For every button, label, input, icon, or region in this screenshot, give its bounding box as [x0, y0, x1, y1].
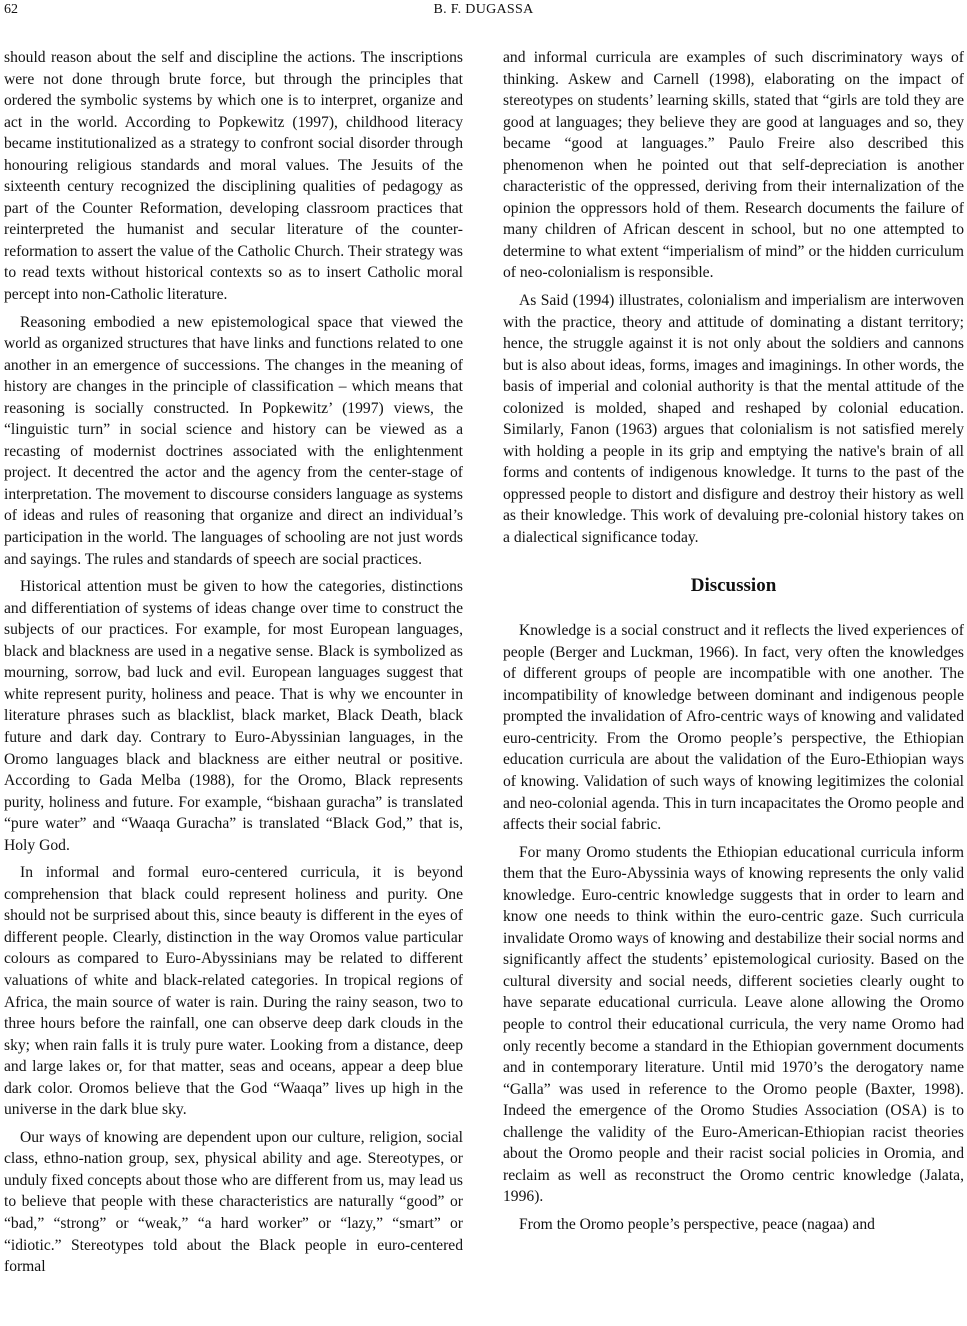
paragraph: Our ways of knowing are dependent upon our culture, religion, social class, ethno-nation group, sex, physical ability and age. Stereotypes, or unduly fixed concepts about those who are different from us, may lead us to believe that people with these characteristics are naturally “good” or “bad,” “strong” or “weak,” “a hard worker” or “lazy,” “smart” or “idiotic.” Stereotypes told about the Black people in euro-centered formal [4, 1128, 463, 1276]
paragraph: In informal and formal euro-centered curricula, it is beyond comprehension that black could represent holiness and purity. One should not be surprised about this, since beauty is different in the eyes of different people. Clearly, distinction in the way Oromos value particular colours as compared to Euro-Abyssinians may be related to different valuations of white and black-related categories. In tropical regions of Africa, the main source of water is rain. During the rainy season, two to three hours before the rainfall, one can observe deep dark clouds in the sky; when rain falls it is truly pure water. Looking from a distance, deep and large lakes or, for that matter, seas and oceans, appear a deep blue dark color. Oromos believe that the God “Waaqa” lives up high in the universe in the dark blue sky. [4, 864, 463, 1119]
page-number: 62 [4, 2, 18, 17]
running-title: B. F. DUGASSA [433, 2, 534, 17]
running-head [0, 0, 967, 30]
paragraph: Knowledge is a social construct and it reflects the lived experiences of people (Berger and Luckman, 1966). In fact, very often the knowledges of different groups of people are incompatible with one another. The incompatibility of knowledge between dominant and indigenous people prompted the invalidation of Afro-centric ways of knowing and validated euro-centricity. From the Oromo people’s perspective, the Ethiopian education curricula are about the validation of the Euro-Ethiopian ways of knowing. Validation of such ways of knowing legitimizes the colonial and neo-colonial agenda. This in turn incapacitates the Oromo people and affects their social fabric. [503, 622, 964, 834]
paragraph: should reason about the self and discipline the actions. The inscriptions were not done through brute force, but through the principles that ordered the symbolic systems by which one is to interpret, organize and act in the world. According to Popkewitz (1997), childhood literacy became institutionalized as a strategy to confront social disorder through honouring religious standards and moral values. The Jesuits of the sixteenth century recognized the disciplining qualities of pedagogy as part of the Counter Reformation, developing classroom practices that reinterpreted the humanist and secular literature of the counter-reformation to assert the value of the Catholic Church. Their strategy was to read texts without historical contexts so as to insert Catholic moral percept into non-Catholic literature. [4, 49, 463, 304]
paragraph: From the Oromo people’s perspective, peace (nagaa) and [519, 1215, 875, 1233]
paragraph: and informal curricula are examples of such discriminatory ways of thinking. Askew and Carnell (1998), elaborating on the impact of stereotypes on students’ learning skills, stated that “girls are told they are good at languages; they believe they are good at languages and so, they became “good at languages.” Paulo Freire also described this phenomenon when he pointed out that self-depreciation is another characteristic of the oppressed, deriving from their internalization of the opinion the oppressors hold of them. Research documents the failure of many children of African descent in school, but no one attempted to determine to what extent “imperialism of mind” or the hidden curriculum of neo-colonialism is responsible. [503, 49, 964, 282]
paragraph: Reasoning embodied a new epistemological space that viewed the world as organized structures that have links and functions related to one another in an emergence of successions. The changes in the meaning of history are changes in the principle of classification – which means that reasoning is socially constructed. In Popkewitz’ (1997) views, the “linguistic turn” in social science and history can be viewed as a recasting of modernist doctrines associated with the enlightenment project. It decentred the actor and the agency from the center-stage of interpretation. The movement to discourse considers language as systems of ideas and rules of reasoning that organize and direct an individual’s participation in the world. The languages of schooling are not just words and sayings. The rules and standards of speech are social practices. [4, 313, 463, 568]
paragraph: For many Oromo students the Ethiopian educational curricula inform them that the Euro-Abyssinia ways of knowing represents the only valid knowledge. Euro-centric knowledge suggests that in order to learn and know one needs to think within the euro-centric gaze. Such curricula invalidate Oromo ways of knowing and destabilize their social norms and significantly affect the students’ epistemological curiosity. Based on the cultural diversity and social needs, different societies clearly ought to have separate educational curricula. Leave alone allowing the Oromo people to control their educational curricula, the very name Oromo had only recently become a standard in the Ethiopian government documents and in contemporary literature. Until mid 1970’s the derogatory name “Galla” was used in reference to the Oromo people (Baxter, 1998). Indeed the emergence of the Oromo Studies Association (OSA) is to challenge the validity of the Euro-American-Ethiopian racist theories about the Oromo people and their racist social policies in Oromia, and reclaim as well as reconstruct the Oromo centric knowledge (Jalata, 1996). [503, 843, 964, 1206]
paragraph: As Said (1994) illustrates, colonialism and imperialism are interwoven with the practice, theory and attitude of dominating a distant territory; hence, the struggle against it is not only about the soldiers and cannons but is also about ideas, forms, images and imaginings. In other words, the basis of imperial and colonial authority is that the mental attitude of the colonized is molded, shaped and reshaped by colonial education. Similarly, Fanon (1963) argues that colonialism is not satisfied merely with holding a people in its grip and emptying the native's brain of all forms and contents of indigenous knowledge. It turns to the past of the oppressed people to distort and disfigure and destroy their history as well as their knowledge. This work of devaluing pre-colonial history takes on a dialectical significance today. [503, 292, 964, 547]
left-column [4, 47, 463, 1278]
right-column [503, 47, 964, 1235]
paragraph: Historical attention must be given to how the categories, distinctions and differentiation of systems of ideas change over time to construct the subjects of our practices. For example, for most European languages, black and blackness are used in a negative sense. Black is symbolized as mourning, sorrow, bad luck and evil. European languages suggest that white represent purity, holiness and peace. That is why we encounter in literature phrases such as blacklist, black market, Black Death, black future and dark day. Contrary to Euro-Abyssinian languages, in the Oromo languages black and blackness are either neutral or positive. According to Gada Melba (1988), for the Oromo, Black represents purity, holiness and future. For example, “bishaan guracha” is translated “pure water” and “Waaqa Guracha” is translated “Black God,” that is, Holy God. [4, 578, 463, 854]
section-heading: Discussion [690, 574, 777, 596]
